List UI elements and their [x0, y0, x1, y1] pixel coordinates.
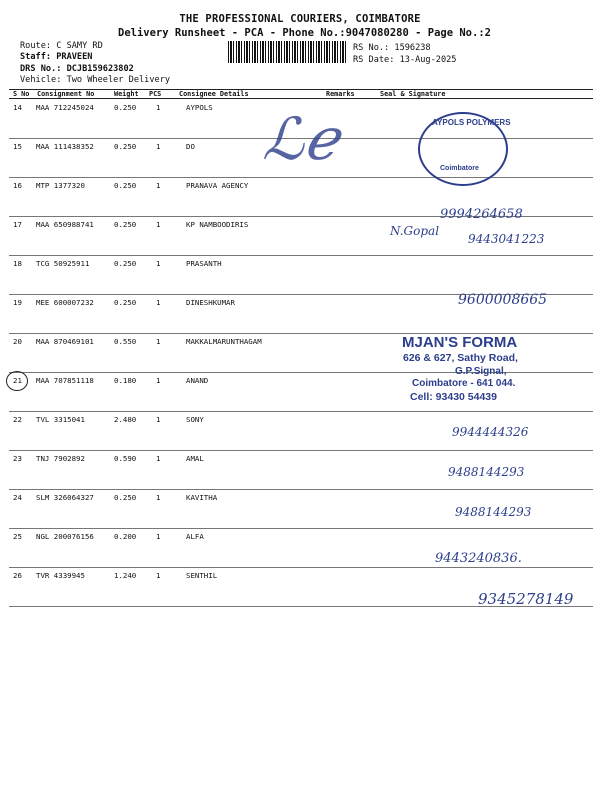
row-consignee: ALFA	[186, 532, 204, 541]
page-title: THE PROFESSIONAL COURIERS, COIMBATORE	[179, 13, 421, 25]
handwritten-phone: 9443240836.	[435, 551, 522, 566]
row-sno: 22	[13, 415, 22, 424]
handwritten-name: N.Gopal	[390, 224, 440, 238]
row-pcs: 1	[156, 220, 161, 229]
col-header-pcs: PCS	[149, 90, 162, 98]
aypols-stamp-bottom-text: Coimbatore	[440, 165, 479, 172]
signature-scribble: ℒℯ	[262, 105, 339, 173]
row-consignment: MAA 111438352	[36, 142, 94, 151]
row-consignment: MTP 1377320	[36, 181, 85, 190]
aypols-stamp-top-text: AYPOLS POLYMERS	[432, 118, 511, 127]
col-header-seal: Seal & Signature	[380, 90, 446, 98]
row-consignment: MAA 870469101	[36, 337, 94, 346]
row-weight: 0.250	[114, 493, 137, 502]
row-sno: 25	[13, 532, 22, 541]
row-pcs: 1	[156, 103, 161, 112]
row-consignee: KAVITHA	[186, 493, 218, 502]
row-pcs: 1	[156, 298, 161, 307]
table-top-rule	[9, 89, 593, 90]
handwritten-phone: 9488144293	[448, 465, 525, 479]
mjans-stamp-address-line: Coimbatore - 641 044.	[412, 378, 516, 389]
col-header-sno: S No	[13, 90, 30, 98]
handwritten-phone: 9443041223	[468, 232, 545, 246]
handwritten-phone: 9944444326	[452, 425, 529, 439]
row-consignment: TCG 50925911	[36, 259, 90, 268]
row-pcs: 1	[156, 532, 161, 541]
row-consignee: MAKKALMARUNTHAGAM	[186, 337, 262, 346]
handwritten-phone: 9345278149	[478, 590, 574, 608]
col-header-remarks: Remarks	[326, 90, 355, 98]
row-weight: 0.590	[114, 454, 137, 463]
row-pcs: 1	[156, 493, 161, 502]
row-consignee: AMAL	[186, 454, 204, 463]
row-weight: 0.250	[114, 181, 137, 190]
mjans-stamp-address-line: 626 & 627, Sathy Road,	[403, 352, 518, 364]
row-weight: 0.550	[114, 337, 137, 346]
row-weight: 0.250	[114, 142, 137, 151]
mjans-stamp-name: MJAN'S FORMA	[402, 334, 518, 351]
row-pcs: 1	[156, 181, 161, 190]
row-consignee: ANAND	[186, 376, 209, 385]
row-consignee: SONY	[186, 415, 204, 424]
row-pcs: 1	[156, 376, 161, 385]
row-pcs: 1	[156, 337, 161, 346]
staff-label: Staff: PRAVEEN	[20, 52, 93, 62]
mjans-stamp-cell: Cell: 93430 54439	[410, 391, 497, 403]
row-sno: 21	[13, 376, 22, 385]
barcode	[228, 41, 348, 63]
row-consignee: PRASANTH	[186, 259, 222, 268]
col-header-consignee: Consignee Details	[179, 90, 249, 98]
rs-number: RS No.: 1596238	[353, 43, 431, 53]
row-sno: 15	[13, 142, 22, 151]
route-label: Route: C SAMY RD	[20, 41, 103, 51]
drs-label: DRS No.: DCJB159623802	[20, 64, 134, 74]
row-consignment: MAA 650988741	[36, 220, 94, 229]
row-weight: 0.250	[114, 103, 137, 112]
row-consignee: SENTHIL	[186, 571, 218, 580]
row-sno: 14	[13, 103, 22, 112]
row-sno: 20	[13, 337, 22, 346]
row-consignment: TNJ 7902892	[36, 454, 85, 463]
row-weight: 0.250	[114, 220, 137, 229]
row-weight: 0.250	[114, 298, 137, 307]
row-pcs: 1	[156, 571, 161, 580]
col-header-consignment: Consignment No	[37, 90, 95, 98]
table-row	[9, 255, 593, 295]
row-pcs: 1	[156, 259, 161, 268]
row-sno: 24	[13, 493, 22, 502]
row-pcs: 1	[156, 454, 161, 463]
row-consignment: MEE 600007232	[36, 298, 94, 307]
row-pcs: 1	[156, 415, 161, 424]
row-weight: 2.480	[114, 415, 137, 424]
row-sno: 17	[13, 220, 22, 229]
row-consignment: TVL 3315041	[36, 415, 85, 424]
mjans-stamp-address-line: G.P.Signal,	[455, 366, 507, 377]
handwritten-phone: 9994264658	[440, 207, 523, 222]
row-consignee: PRANAVA AGENCY	[186, 181, 249, 190]
row-consignee: KP NAMBOODIRIS	[186, 220, 249, 229]
row-consignee: DINESHKUMAR	[186, 298, 235, 307]
runsheet-subtitle: Delivery Runsheet - PCA - Phone No.:9047080280 - Page No.:2	[118, 27, 491, 39]
row-sno: 19	[13, 298, 22, 307]
handwritten-phone: 9600008665	[458, 292, 548, 308]
row-weight: 1.240	[114, 571, 137, 580]
row-sno: 23	[13, 454, 22, 463]
row-sno: 26	[13, 571, 22, 580]
row-sno: 16	[13, 181, 22, 190]
row-consignment: NGL 200076156	[36, 532, 94, 541]
row-consignment: TVR 4339945	[36, 571, 85, 580]
row-consignment: SLM 326064327	[36, 493, 94, 502]
row-weight: 0.200	[114, 532, 137, 541]
row-sno: 18	[13, 259, 22, 268]
row-consignment: MAA 707851118	[36, 376, 94, 385]
row-weight: 0.250	[114, 259, 137, 268]
row-pcs: 1	[156, 142, 161, 151]
row-consignment: MAA 712245024	[36, 103, 94, 112]
col-header-weight: Weight	[114, 90, 139, 98]
row-consignee: AYPOLS	[186, 103, 213, 112]
row-consignee: DO	[186, 142, 195, 151]
handwritten-phone: 9488144293	[455, 505, 532, 519]
vehicle-label: Vehicle: Two Wheeler Delivery	[20, 75, 171, 85]
pen-circle-mark	[6, 371, 28, 391]
row-weight: 0.180	[114, 376, 137, 385]
rs-date: RS Date: 13-Aug-2025	[353, 55, 457, 65]
